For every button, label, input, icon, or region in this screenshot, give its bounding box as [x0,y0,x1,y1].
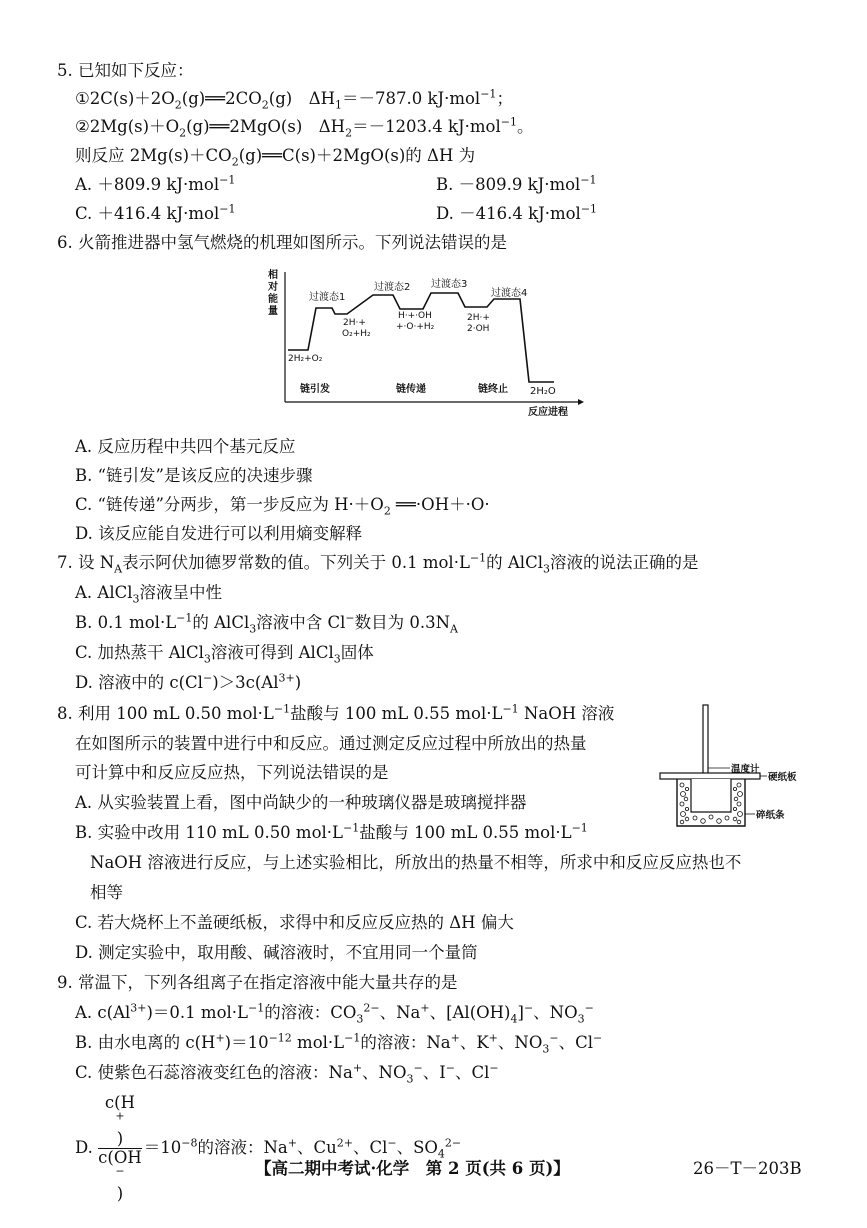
q8-option-b-line-2: NaOH 溶液进行反应，与上述实验相比，所放出的热量不相等，所求中和反应反应热也不 [90,853,742,872]
q9-stem: 9. 常温下，下列各组离子在指定溶液中能大量共存的是 [57,973,458,992]
stage-chain-initiation: 链引发 [300,384,330,395]
intermediate-2-line-1: H·+·OH [398,311,432,321]
label-thermometer: 温度计 [731,764,760,775]
stage-chain-termination: 链终止 [478,384,508,395]
intermediate-3-line-1: 2H·+ [467,313,490,323]
q6-option-a: A. 反应历程中共四个基元反应 [75,437,296,456]
q6-option-c: C. “链传递”分两步，第一步反应为 $H\cdot+O_2$ ══·OH＋·O· [75,495,490,518]
q6-option-d: D. 该反应能自发进行可以利用熵变解释 [75,524,363,543]
q5-option-c: C. ＋416.4 kJ·mol$^{-1}$ [75,202,236,223]
calorimeter-apparatus [655,700,815,830]
q5-option-b: B. －809.9 kJ·mol$^{-1}$ [436,173,597,194]
q8-option-c: C. 若大烧杯上不盖硬纸板，求得中和反应反应热的 ΔH 偏大 [75,913,514,932]
q8-stem-line-3: 可计算中和反应反应热，下列说法错误的是 [75,763,389,782]
stage-chain-propagation: 链传递 [396,384,426,395]
q5-stem: 5. 已知如下反应： [57,61,194,80]
q7-option-a: A. AlCl$_3$溶液呈中性 [75,583,223,606]
x-axis-arrow [578,399,584,405]
intermediate-1-line-1: 2H·+ [343,318,366,328]
q5-option-a: A. ＋809.9 kJ·mol$^{-1}$ [75,173,236,194]
q9-option-a: A. $c(Al^{3+})=0.1$ $mol\cdot L^{-1}$的溶液：$CO_3^{2-}$、Na+、$[Al(OH)_4]^-$、$NO_3^-$ [75,1001,594,1026]
energy-profile-diagram [260,262,600,422]
transition-state-2: 过渡态2 [374,282,411,293]
q5-reaction-1: $①2C(s)+2O_2(g)══2CO_2(g)$ $\Delta H_1=-787.0$ kJ·mol$^{-1}$； [75,87,513,112]
page-footer-code: 26－T－203B [693,1159,802,1178]
energy-curve [288,293,554,382]
q7-stem: 7. 设 $N_A$表示阿伏加德罗常数的值。下列关于 0.1 $mol\cdot L^{-1}$的 AlCl$_3$溶液的说法正确的是 [57,551,699,576]
start-species: 2H₂+O₂ [288,354,323,364]
q8-option-a: A. 从实验装置上看，图中尚缺少的一种玻璃仪器是玻璃搅拌器 [75,793,527,812]
small-beaker [691,779,731,812]
transition-state-1: 过渡态1 [309,292,346,303]
end-species: 2H₂O [530,386,556,397]
q8-option-b-line-1: B. 实验中改用 110 mL 0.50 $mol\cdot L^{-1}$盐酸与 100 mL 0.55 $mol\cdot L^{-1}$ [75,821,588,842]
q8-option-b-line-3: 相等 [90,883,123,902]
q5-reaction-2: $②2Mg(s)+O_2(g)══2MgO(s)$ $\Delta H_2=-1203.4$ kJ·mol$^{-1}$。 [75,115,534,140]
q9-option-d: D. c(H + ) c(OH − ) $=10^{-8}$的溶液：Na+、$Cu^{2+}$、Cl−、$SO_4^{2-}$ [75,1093,462,1203]
q8-option-d: D. 测定实验中，取用酸、碱溶液时，不宜用同一个量筒 [75,943,478,962]
q8-stem-line-1: 8. 利用 100 mL 0.50 $mol\cdot L^{-1}$盐酸与 100 mL 0.55 $mol\cdot L^{-1}$ NaOH 溶液 [57,702,615,723]
transition-state-3: 过渡态3 [431,279,468,290]
axis-y-label [267,268,278,317]
intermediate-1-line-2: O₂+H₂ [342,329,371,339]
svg-text:量: 量 [268,306,278,317]
q9-option-d-fraction: c(H + ) c(OH − ) [98,1093,142,1203]
label-shredded-paper: 碎纸条 [756,810,785,821]
svg-text:对: 对 [268,282,278,293]
q8-stem-line-2: 在如图所示的装置中进行中和反应。通过测定反应过程中所放出的热量 [75,734,587,753]
q9-option-b: B. 由水电离的 $c(H^+)=10^{-12}$ $mol\cdot L^{-1}$的溶液：Na+、K+、$NO_3^-$、Cl− [75,1031,603,1056]
intermediate-2-line-2: +·O·+H₂ [396,322,435,332]
q7-option-d: D. 溶液中的 $c(Cl^-)>3c(Al^{3+})$ [75,671,302,692]
q5-question: 则反应 $2Mg(s)+CO_2(g)══C(s)+2MgO(s)$的 ΔH 为 [75,146,476,169]
q5-option-d: D. －416.4 kJ·mol$^{-1}$ [436,202,598,223]
q6-stem: 6. 火箭推进器中氢气燃烧的机理如图所示。下列说法错误的是 [57,233,507,252]
intermediate-3-line-2: 2·OH [467,324,490,334]
svg-text:能: 能 [268,294,278,305]
q6-option-b: B. “链引发”是该反应的决速步骤 [75,466,313,485]
svg-text:相: 相 [268,270,278,281]
q9-option-c: C. 使紫色石蕊溶液变红色的溶液：Na+、$NO_3^-$、I−、Cl− [75,1061,499,1086]
page-footer-title: 【高二期中考试·化学 第 2 页(共 6 页)】 [255,1159,570,1178]
q7-option-c: C. 加热蒸干 AlCl$_3$溶液可得到 AlCl$_3$固体 [75,643,374,666]
axis-x-label: 反应进程 [528,407,568,418]
transition-state-4: 过渡态4 [491,288,528,299]
q7-option-b: B. 0.1 $mol\cdot L^{-1}$的 AlCl$_3$溶液中含 Cl−数目为 $0.3N_A$ [75,611,458,636]
label-cardboard: 硬纸板 [768,772,797,783]
